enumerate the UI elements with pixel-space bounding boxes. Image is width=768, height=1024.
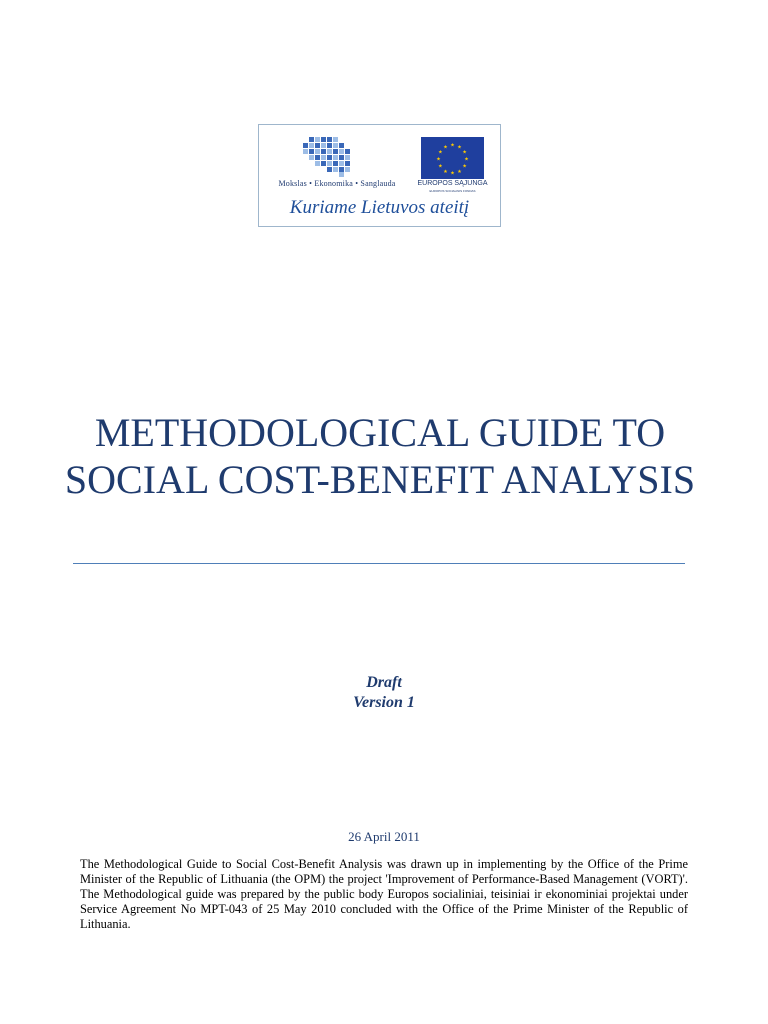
title-divider: [73, 563, 685, 564]
svg-text:★: ★: [438, 149, 443, 156]
svg-text:★: ★: [457, 168, 462, 175]
draft-version: Version 1: [353, 694, 415, 711]
svg-text:★: ★: [450, 170, 455, 177]
document-date: 26 April 2011: [348, 829, 420, 844]
draft-block: [0, 673, 768, 713]
eu-caption: EUROPOS SĄJUNGA: [417, 180, 488, 187]
svg-text:★: ★: [443, 168, 448, 175]
svg-text:★: ★: [462, 163, 467, 170]
eu-flag-icon: [421, 137, 484, 179]
eu-subcaption: EUROPOS SOCIALINIS FONDAS: [429, 189, 476, 193]
svg-text:★: ★: [443, 144, 448, 151]
svg-text:★: ★: [457, 144, 462, 151]
svg-text:★: ★: [438, 163, 443, 170]
program-caption: Mokslas • Ekonomika • Sanglauda: [278, 179, 396, 188]
mosaic-logo-icon: [303, 137, 357, 177]
svg-text:★: ★: [450, 142, 455, 149]
logo-panel: [258, 124, 501, 227]
document-title: METHODOLOGICAL GUIDE TO SOCIAL COST-BENEFIT ANALYSIS: [64, 410, 696, 502]
intro-paragraph: The Methodological Guide to Social Cost-Benefit Analysis was drawn up in implementing by the Office of the Prime Minister of the Republic of Lithuania (the OPM) the project 'Improvement of Performance-Based Management (VORT)'. The Methodological guide was prepared by the public body Europos socialiniai, teisiniai ir ekonominiai projektai under Service Agreement No MPT-043 of 25 May 2010 concluded with the Office of the Prime Minister of the Republic of Lithuania.: [80, 857, 688, 931]
svg-text:★: ★: [462, 149, 467, 156]
svg-text:★: ★: [436, 156, 441, 163]
slogan: Kuriame Lietuvos ateitį: [289, 197, 470, 218]
draft-status: Draft: [366, 674, 402, 691]
svg-text:★: ★: [464, 156, 469, 163]
